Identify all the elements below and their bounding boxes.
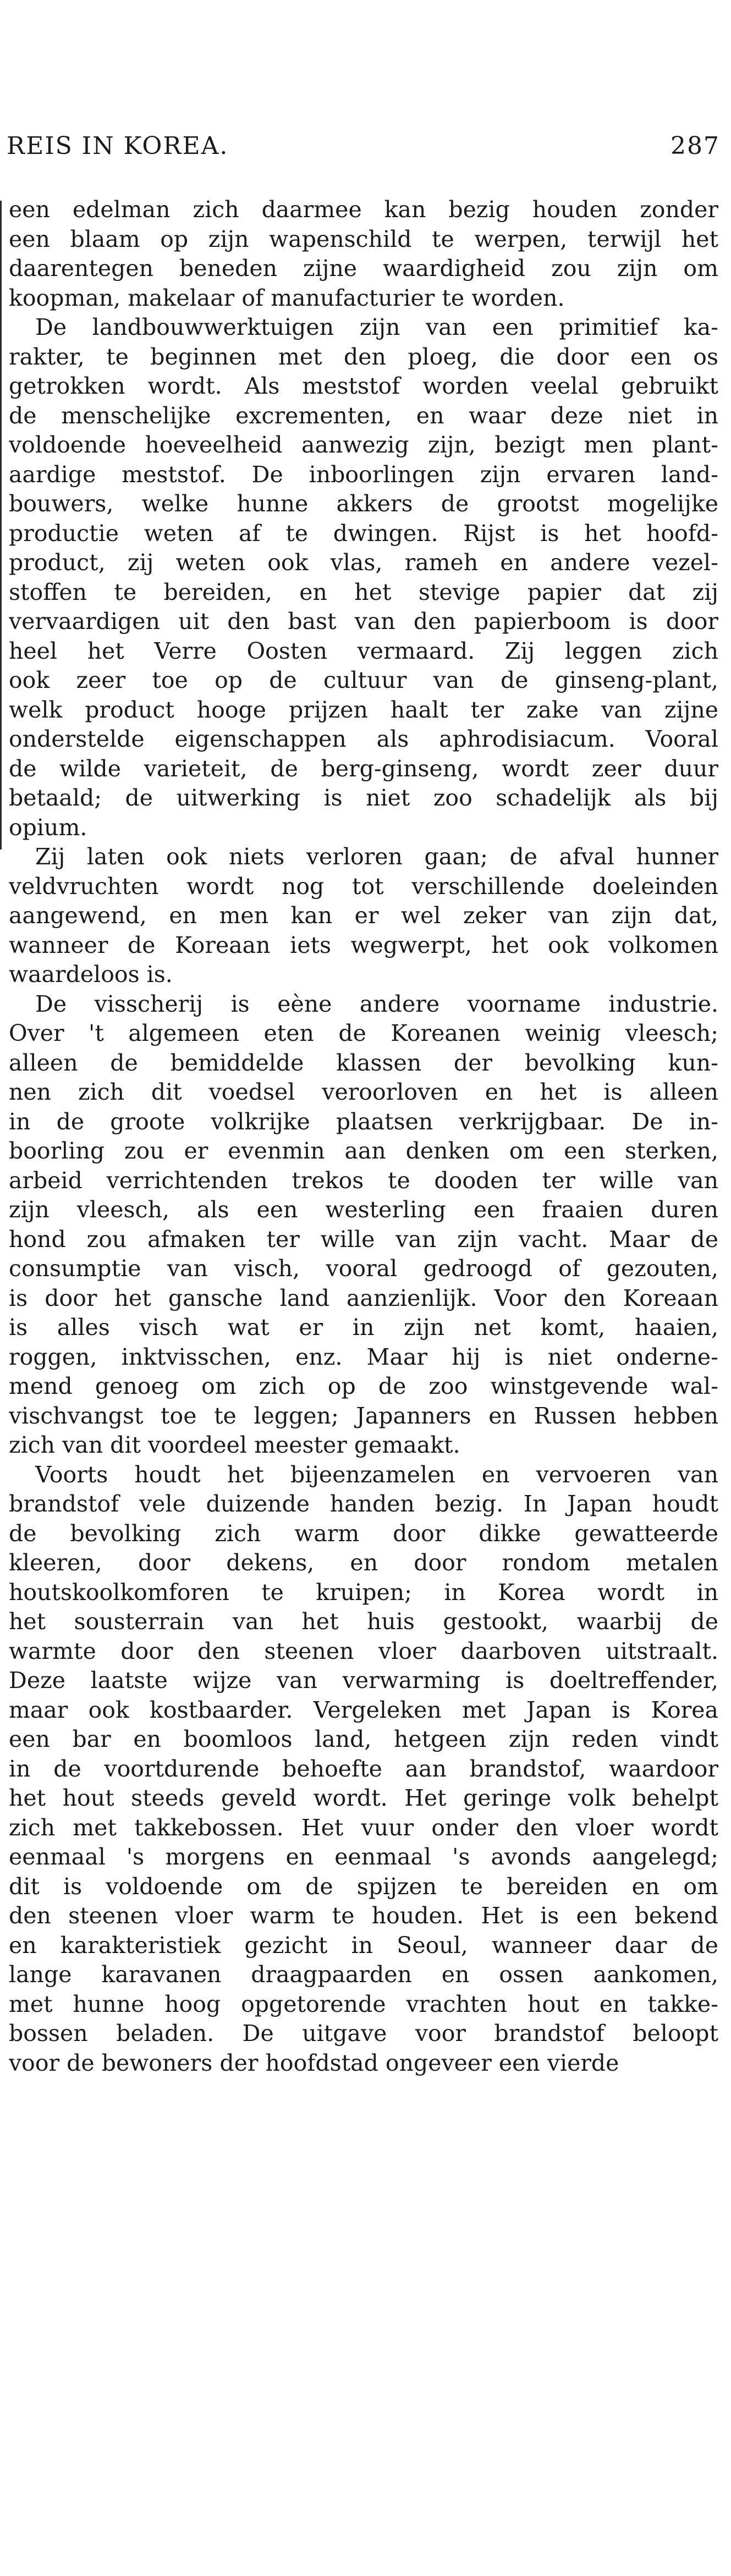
paragraph	[9, 842, 718, 990]
text-line: Voorts houdt het bijeenzamelen en vervoeren van	[35, 1461, 718, 1488]
text-line: den steenen vloer warm te houden. Het is een bekend	[9, 1902, 718, 1929]
text-line: een blaam op zijn wapenschild te werpen, terwijl het	[9, 225, 718, 252]
paragraph	[9, 1460, 718, 2078]
text-line: maar ook kostbaarder. Vergeleken met Japan is Korea	[9, 1696, 718, 1723]
text-line: dit is voldoende om de spijzen te bereiden en om	[9, 1873, 718, 1900]
text-line: arbeid verrichtenden trekos te dooden ter wille van	[9, 1167, 718, 1194]
text-line: getrokken wordt. Als meststof worden veelal gebruikt	[9, 373, 718, 399]
text-line: vischvangst toe te leggen; Japanners en Russen hebben	[9, 1402, 718, 1429]
text-line: houtskoolkomforen te kruipen; in Korea wordt in	[9, 1579, 718, 1606]
text-line: een edelman zich daarmee kan bezig houden zonder	[9, 196, 718, 223]
body-text	[9, 195, 718, 2078]
text-line: is door het gansche land aanzienlijk. Voor den Koreaan	[9, 1284, 718, 1311]
paragraph	[9, 195, 718, 313]
text-line: onderstelde eigenschappen als aphrodisiacum. Vooral	[9, 726, 718, 752]
text-line: de wilde varieteit, de berg-ginseng, wordt zeer duur	[9, 755, 718, 782]
text-line: rakter, te beginnen met den ploeg, die door een os	[9, 343, 718, 370]
text-line: mend genoeg om zich op de zoo winstgevende wal-	[9, 1373, 718, 1399]
text-line: een bar en boomloos land, hetgeen zijn reden vindt	[9, 1726, 718, 1752]
text-line: boorling zou er evenmin aan denken om een sterken,	[9, 1138, 718, 1164]
text-line: De visscherij is eène andere voorname industrie.	[35, 990, 718, 1017]
text-line: in de groote volkrijke plaatsen verkrijgbaar. De in-	[9, 1108, 718, 1135]
text-line: betaald; de uitwerking is niet zoo schadelijk als bij	[9, 785, 718, 811]
text-line: bouwers, welke hunne akkers de grootst mogelijke	[9, 490, 718, 517]
text-line: in de voortdurende behoefte aan brandstof, waardoor	[9, 1755, 718, 1782]
text-line: de menschelijke excrementen, en waar deze niet in	[9, 402, 718, 429]
text-line: hond zou afmaken ter wille van zijn vacht. Maar de	[9, 1226, 718, 1253]
text-line: Zij laten ook niets verloren gaan; de afval hunner	[35, 843, 718, 870]
text-line: het sousterrain van het huis gestookt, waarbij de	[9, 1608, 718, 1635]
text-line: en karakteristiek gezicht in Seoul, wanneer daar de	[9, 1932, 718, 1959]
text-line: Deze laatste wijze van verwarming is doeltreffender,	[9, 1667, 718, 1694]
text-line: veldvruchten wordt nog tot verschillende doeleinden	[9, 873, 718, 900]
text-line: heel het Verre Oosten vermaard. Zij leggen zich	[9, 637, 718, 664]
text-line: stoffen te bereiden, en het stevige papier dat zij	[9, 578, 718, 605]
text-line: kleeren, door dekens, en door rondom metalen	[9, 1549, 718, 1576]
text-line: voor de bewoners der hoofdstad ongeveer een vierde	[9, 2049, 619, 2076]
text-line: waardeloos is.	[9, 961, 173, 988]
text-line: wanneer de Koreaan iets wegwerpt, het ook volkomen	[9, 931, 718, 958]
text-line: welk product hooge prijzen haalt ter zake van zijne	[9, 696, 718, 723]
margin-rule	[0, 201, 2, 850]
text-line: vervaardigen uit den bast van den papierboom is door	[9, 608, 718, 635]
paragraph	[9, 990, 718, 1460]
text-line: voldoende hoeveelheid aanwezig zijn, bezigt men plant-	[9, 432, 718, 458]
text-line: alleen de bemiddelde klassen der bevolking kun-	[9, 1049, 718, 1076]
text-line: warmte door den steenen vloer daarboven uitstraalt.	[9, 1637, 718, 1664]
text-line: De landbouwwerktuigen zijn van een primitief ka-	[35, 314, 718, 340]
text-line: de bevolking zich warm door dikke gewatteerde	[9, 1520, 718, 1547]
text-line: consumptie van visch, vooral gedroogd of gezouten,	[9, 1255, 718, 1282]
text-line: eenmaal 's morgens en eenmaal 's avonds aangelegd;	[9, 1844, 718, 1870]
text-line: aardige meststof. De inboorlingen zijn ervaren land-	[9, 461, 718, 488]
page-number: 287	[670, 132, 720, 160]
text-line: zich van dit voordeel meester gemaakt.	[9, 1432, 460, 1458]
text-line: roggen, inktvisschen, enz. Maar hij is niet onderne-	[9, 1343, 718, 1370]
text-line: met hunne hoog opgetorende vrachten hout en takke-	[9, 1990, 718, 2017]
text-line: lange karavanen draagpaarden en ossen aankomen,	[9, 1961, 718, 1988]
text-line: opium.	[9, 814, 87, 841]
running-head	[7, 132, 720, 165]
text-line: nen zich dit voedsel veroorloven en het is alleen	[9, 1079, 718, 1105]
text-line: koopman, makelaar of manufacturier te worden.	[9, 284, 565, 311]
paragraph	[9, 313, 718, 842]
text-line: productie weten af te dwingen. Rijst is het hoofd-	[9, 520, 718, 547]
text-line: aangewend, en men kan er wel zeker van zijn dat,	[9, 902, 718, 929]
text-line: ook zeer toe op de cultuur van de ginseng-plant,	[9, 667, 718, 693]
text-line: Over 't algemeen eten de Koreanen weinig vleesch;	[9, 1020, 718, 1046]
text-line: bossen beladen. De uitgave voor brandstof beloopt	[9, 2020, 718, 2047]
text-line: product, zij weten ook vlas, rameh en andere vezel-	[9, 549, 718, 576]
text-line: zijn vleesch, als een westerling een fraaien duren	[9, 1196, 718, 1223]
text-line: daarentegen beneden zijne waardigheid zou zijn om	[9, 255, 718, 282]
text-line: zich met takkebossen. Het vuur onder den vloer wordt	[9, 1814, 718, 1841]
text-line: brandstof vele duizende handen bezig. In Japan houdt	[9, 1491, 718, 1517]
text-line: het hout steeds geveld wordt. Het geringe volk behelpt	[9, 1785, 718, 1811]
text-line: is alles visch wat er in zijn net komt, haaien,	[9, 1314, 718, 1341]
running-title: REIS IN KOREA.	[7, 132, 229, 160]
